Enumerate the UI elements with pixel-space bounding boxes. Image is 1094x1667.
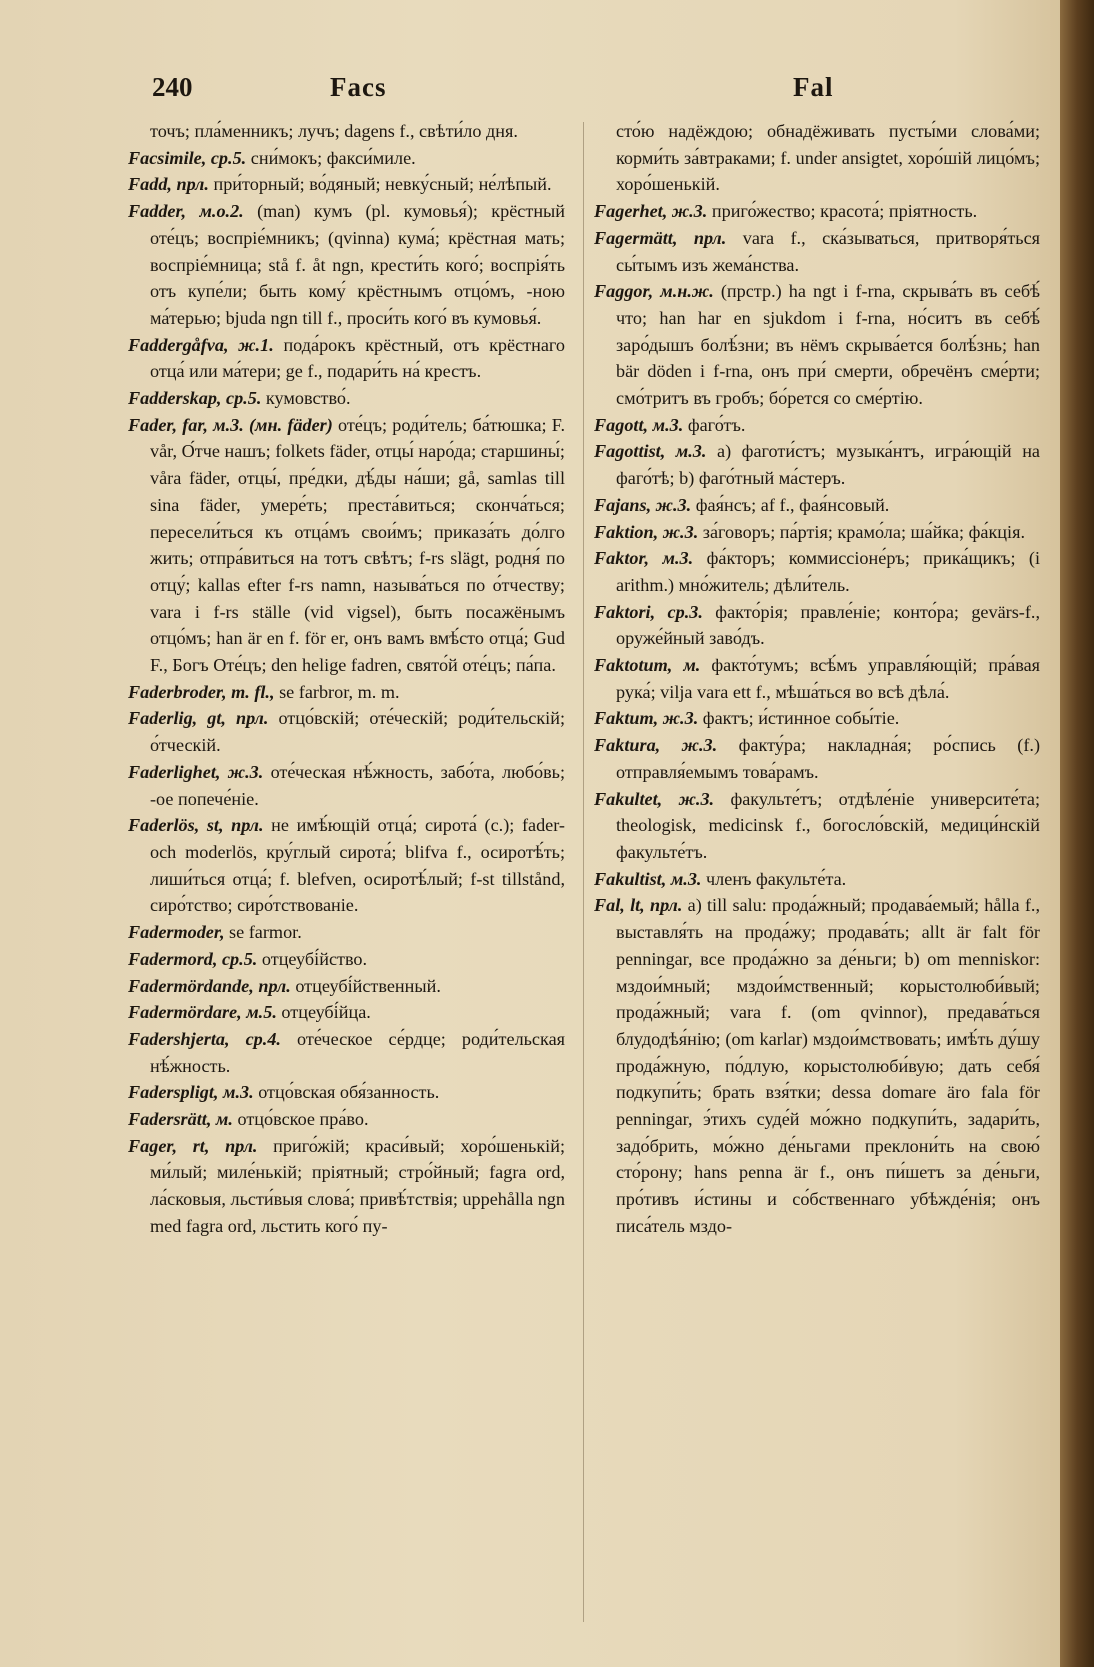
dictionary-entry: [594, 118, 1040, 198]
entry-grammar: ж.3.: [662, 708, 699, 729]
entry-headword: Faddergåfva,: [128, 334, 229, 355]
entry-grammar: ср.5.: [226, 388, 262, 409]
entry-headword: Fagerhet,: [594, 201, 668, 222]
entry-headword: Faderlig, gt,: [128, 708, 226, 729]
entry-grammar: ср.3.: [667, 601, 703, 622]
dictionary-entry: [128, 679, 565, 706]
entry-definition: отцеубі́йство.: [261, 948, 368, 969]
entry-definition: оте́ческая нѣ́жность, забо́та, любо́вь; -ое попече́ніе.: [150, 761, 566, 809]
entry-definition: se farmor.: [229, 922, 302, 943]
entry-headword: Fadersrätt,: [128, 1109, 212, 1130]
entry-headword: Fakultist,: [594, 868, 667, 889]
dictionary-entry: [128, 385, 565, 412]
page-header: [0, 72, 1060, 112]
entry-headword: Fagottist,: [594, 441, 666, 462]
dictionary-entry: [594, 198, 1040, 225]
dictionary-entry: [594, 519, 1040, 546]
entry-definition: отцеубі́йца.: [281, 1002, 371, 1023]
entry-definition: a) фаготи́стъ; музыка́нтъ, игра́ющій на фаго́тѣ; b) фаго́тный ма́стеръ.: [616, 441, 1040, 489]
entry-grammar: ж.3.: [227, 761, 264, 782]
entry-headword: Fagott,: [594, 414, 649, 435]
entry-grammar: м.3. (мн. fäder): [213, 414, 333, 435]
entry-definition: (man) кумъ (pl. кумовья́); крёстный оте́цъ; воспріе́мникъ; (qvinna) кума́; крёстная мать; воспріе́мница; stå f. åt ngn, крести́ть кого́; воспрія́ть отъ купе́ли; быть кому́ крёстнымъ отцо́мъ, -ною ма́терью; bjuda ngn till f., проси́ть кого́ въ кумовья́.: [150, 201, 565, 328]
entry-grammar: ж.3.: [662, 521, 699, 542]
entry-headword: Fadderskap,: [128, 388, 222, 409]
entry-grammar: прл.: [176, 174, 209, 195]
entry-definition: факту́ра; накладна́я; ро́спись (f.) отправля́емымъ това́рамъ.: [616, 735, 1040, 782]
dictionary-entry: [128, 1106, 565, 1133]
entry-definition: точъ; пла́менникъ; лучъ; dagens f., свѣти́ло дня.: [150, 121, 518, 141]
entry-definition: отцо́вское пра́во.: [237, 1109, 369, 1130]
entry-grammar: ж.3.: [671, 201, 708, 222]
entry-definition: сни́мокъ; факси́миле.: [250, 147, 416, 168]
dictionary-entry: [128, 999, 565, 1026]
dictionary-entry: [594, 786, 1040, 866]
entry-grammar: м.: [683, 655, 701, 676]
dictionary-entry: [128, 812, 565, 919]
entry-headword: Fajans,: [594, 494, 652, 515]
dictionary-entry: [594, 866, 1040, 893]
entry-grammar: прл.: [231, 815, 264, 836]
entry-headword: Fadershjerta,: [128, 1028, 230, 1049]
dictionary-entry: [128, 145, 565, 172]
dictionary-entry: [594, 492, 1040, 519]
entry-headword: Faggor,: [594, 281, 654, 302]
entry-definition: фактъ; и́стинное собы́тіе.: [702, 708, 900, 729]
entry-definition: членъ факульте́та.: [706, 868, 847, 889]
dictionary-entry: [594, 278, 1040, 412]
entry-grammar: ж.3.: [678, 788, 715, 809]
entry-grammar: прл.: [225, 1135, 258, 1156]
dictionary-entry: [128, 1026, 565, 1079]
dictionary-entry: [128, 946, 565, 973]
entry-grammar: ср.5.: [210, 147, 247, 168]
dictionary-entry: [594, 225, 1040, 278]
entry-headword: Fakultet,: [594, 788, 663, 809]
dictionary-entry: [128, 705, 565, 758]
entry-grammar: м.н.ж.: [660, 281, 714, 302]
entry-headword: Faderlighet,: [128, 761, 221, 782]
entry-grammar: м.5.: [246, 1002, 277, 1023]
dictionary-entry: [128, 198, 565, 332]
entry-grammar: ж.3.: [681, 735, 718, 756]
dictionary-entry: [594, 545, 1040, 598]
entry-headword: Faktori,: [594, 601, 656, 622]
page-number: 240: [152, 72, 193, 102]
entry-definition: фая́нсъ; af f., фая́нсовый.: [695, 494, 890, 515]
entry-definition: отцо́вская обя́занность.: [258, 1082, 440, 1103]
left-column: [128, 118, 565, 1240]
dictionary-entry: [128, 1133, 565, 1240]
entry-definition: (прстр.) ha ngt i f-rna, скрыва́ть въ себѣ́ что; han har en sjukdom i f-rna, но́ситъ въ себѣ́ заро́дышъ болѣ́зни; въ нёмъ скрыва́ется болѣ́знь; han bär döden i f-rna, онъ при́ смерти, обречёнъ сме́рти; смо́тритъ въ гробъ; бо́рется со сме́ртію.: [616, 281, 1041, 409]
entry-definition: оте́ческое се́рдце; роди́тельская нѣ́жность.: [150, 1028, 566, 1076]
entry-grammar: м.: [215, 1109, 233, 1130]
entry-grammar: ср.4.: [245, 1028, 281, 1049]
entry-definition: оте́цъ; роди́тель; ба́тюшка; F. vår, О́тче нашъ; folkets fäder, отцы́ наро́да; старшины́; våra fäder, отцы́, пре́дки, дѣ́ды на́ши; gå, samlas till sina fäder, умере́ть; преста́виться; сконча́ться; пересели́ться къ отца́мъ свои́мъ; приказа́ть до́лго жить; отпра́виться на тотъ свѣтъ; f-rs slägt, родня́ по отцу́; kallas efter f-rs namn, называ́ться по о́тчеству; vara i f-rs ställe (vid vigsel), быть посажёнымъ отцо́мъ; han är en f. för er, онъ вамъ вмѣ́сто отца́; Gud F., Богъ Оте́цъ; den helige fadren, свято́й оте́цъ; па́па.: [150, 414, 565, 676]
dictionary-entry: [594, 412, 1040, 439]
entry-headword: Fadd,: [128, 174, 172, 195]
dictionary-entry: [594, 732, 1040, 785]
entry-headword: Fal, lt,: [594, 895, 645, 916]
dictionary-entry: [594, 599, 1040, 652]
dictionary-entry: [128, 973, 565, 1000]
entry-headword: Facsimile,: [128, 147, 207, 168]
entry-headword: Faktotum,: [594, 655, 673, 676]
entry-headword: Fager, rt,: [128, 1135, 210, 1156]
entry-grammar: прл.: [258, 975, 291, 996]
dictionary-entry: [128, 759, 565, 812]
entry-headword: Faderlös, st,: [128, 815, 224, 836]
entry-headword: Fadermördande,: [128, 975, 254, 996]
dictionary-entry: [128, 919, 565, 946]
right-guide-word: Fal: [793, 72, 834, 102]
dictionary-entry: [128, 412, 565, 679]
entry-definition: за́говоръ; па́ртія; крамо́ла; ша́йка; фа́кція.: [702, 521, 1025, 542]
column-divider: [583, 122, 584, 1622]
entry-definition: vara f., ска́зываться, притворя́ться сы́тымъ изъ жема́нства.: [616, 227, 1041, 275]
entry-definition: не имѣ́ющій отца́; сирота́ (с.); fader- och moderlös, кру́глый сирота́; blifva f., осиротѣ́ть; лиши́ться отца́; f. blefven, осиротѣ́лый; f-st tillstånd, сиро́тство; сиро́тствованіе.: [150, 815, 565, 916]
entry-headword: Fadermördare,: [128, 1002, 242, 1023]
entry-headword: Faktor,: [594, 548, 650, 569]
entry-definition: приго́жій; краси́вый; хоро́шенькій; ми́лый; миле́нькій; пріятный; стро́йный; fagra ord, ла́сковыя, льсти́выя слова́; привѣ́тствія; uppehålla ngn med fagra ord, льстить кого́ пу-: [150, 1135, 565, 1236]
dictionary-entry: [594, 705, 1040, 732]
entry-definition: приго́жество; красота́; пріятность.: [711, 201, 978, 222]
entry-grammar: м.3.: [223, 1082, 254, 1103]
entry-definition: отцеубі́йственный.: [295, 975, 441, 996]
entry-grammar: ср.5.: [221, 948, 258, 969]
entry-definition: факто́рія; правле́ніе; конто́ра; gevärs-f., оруже́йный заво́дъ.: [616, 601, 1041, 649]
entry-headword: Faktion,: [594, 521, 659, 542]
entry-grammar: прл.: [649, 895, 683, 916]
entry-headword: Fagermätt,: [594, 227, 678, 248]
dictionary-entry: [128, 171, 565, 198]
entry-definition: кумовство́.: [265, 388, 351, 409]
entry-headword: Fader, far,: [128, 414, 208, 435]
dictionary-entry: [594, 438, 1040, 491]
entry-grammar: прл.: [693, 227, 727, 248]
entry-headword: Faderspligt,: [128, 1082, 219, 1103]
entry-definition: отцо́вскій; оте́ческій; роди́тельскій; о́тческій.: [150, 708, 566, 756]
entry-grammar: м.3.: [675, 441, 707, 462]
book-spine-edge: [1060, 0, 1094, 1667]
entry-grammar: прл.: [236, 708, 269, 729]
entry-grammar: м.3.: [662, 548, 694, 569]
entry-headword: Fadder,: [128, 201, 187, 222]
dictionary-entry: [594, 652, 1040, 705]
entry-grammar: m. fl.,: [231, 681, 275, 702]
entry-definition: факульте́тъ; отдѣле́ніе университе́та; theologisk, medicinsk f., богосло́вскій, медици́нскій факульте́тъ.: [616, 788, 1041, 862]
entry-headword: Faderbroder,: [128, 681, 227, 702]
dictionary-entry: [128, 1079, 565, 1106]
entry-definition: факто́тумъ; всѣ́мъ управля́ющій; пра́вая рука́; vilja vara ett f., мѣша́ться во всѣ дѣла́.: [616, 655, 1041, 702]
entry-definition: сто́ю надёждою; обнадёживать пусты́ми слова́ми; корми́ть за́втраками; f. under ansigtet, хоро́шій лицо́мъ; хоро́шенькій.: [616, 121, 1040, 195]
entry-grammar: м.3.: [652, 414, 684, 435]
entry-headword: Faktura,: [594, 735, 661, 756]
entry-grammar: ж.1.: [238, 334, 274, 355]
entry-grammar: м.3.: [670, 868, 702, 889]
entry-grammar: м.о.2.: [199, 201, 244, 222]
entry-definition: a) till salu: прода́жный; продава́емый; hålla f., выставля́ть на прода́жу; продава́ть; allt är falt för penningar, все прода́жно за де́ньги; b) om menniskor: мздои́мный; мздои́мственный; корыстолюби́вый; прода́жный; vara f. (om qvinnor), предава́ться блудодѣя́нію; (om karlar) мздои́мствовать; имѣ́ть ду́шу прода́жную, по́длую, корыстолюби́вую; дать себя́ подкупи́ть; брать взя́тки; dessa domare äro fala för penningar, э́тихъ суде́й мо́жно подкупи́ть, задари́ть, задо́брить, мо́жно де́ньгами преклони́ть на свою́ сто́рону; hans penna är f., онъ пи́шетъ за де́ньги, про́тивъ и́стины и со́бственнаго убѣжде́нія; онъ писа́тель мздо-: [616, 895, 1041, 1236]
dictionary-entry: [128, 332, 565, 385]
entry-headword: Fadermoder,: [128, 922, 225, 943]
entry-definition: se farbror, m. m.: [279, 681, 400, 702]
entry-grammar: ж.3.: [655, 494, 692, 515]
entry-headword: Faktum,: [594, 708, 659, 729]
entry-definition: при́торный; во́дяный; невку́сный; не́лѣпый.: [213, 174, 552, 195]
left-guide-word: Facs: [330, 72, 387, 102]
entry-definition: фаго́тъ.: [687, 414, 746, 435]
entry-definition: фа́кторъ; коммиссіоне́ръ; прика́щикъ; (i arithm.) мно́житель; дѣли́тель.: [616, 548, 1041, 595]
dictionary-entry: [128, 118, 565, 145]
entry-definition: пода́рокъ крёстный, отъ крёстнаго отца́ или ма́тери; ge f., подари́ть на́ крестъ.: [150, 334, 566, 382]
dictionary-entry: [594, 892, 1040, 1239]
right-column: [594, 118, 1040, 1240]
entry-headword: Fadermord,: [128, 948, 218, 969]
